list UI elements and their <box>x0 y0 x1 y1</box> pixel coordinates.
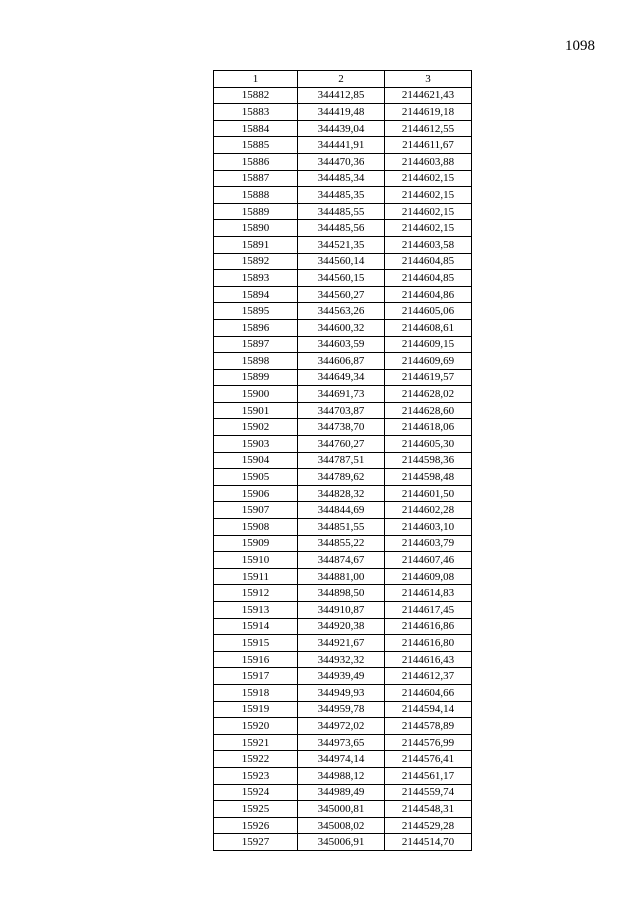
column-header-2: 2 <box>298 71 385 88</box>
point-number-cell: 15890 <box>214 220 298 237</box>
x-coordinate-cell: 344851,55 <box>298 519 385 536</box>
y-coordinate-cell: 2144612,37 <box>385 668 472 685</box>
x-coordinate-cell: 344910,87 <box>298 602 385 619</box>
y-coordinate-cell: 2144578,89 <box>385 718 472 735</box>
y-coordinate-cell: 2144621,43 <box>385 87 472 104</box>
table-row <box>214 153 472 170</box>
x-coordinate-cell: 345008,02 <box>298 817 385 834</box>
y-coordinate-cell: 2144602,15 <box>385 187 472 204</box>
x-coordinate-cell: 344470,36 <box>298 153 385 170</box>
x-coordinate-cell: 344738,70 <box>298 419 385 436</box>
table-row <box>214 618 472 635</box>
table-row <box>214 751 472 768</box>
point-number-cell: 15926 <box>214 817 298 834</box>
x-coordinate-cell: 345000,81 <box>298 801 385 818</box>
y-coordinate-cell: 2144611,67 <box>385 137 472 154</box>
point-number-cell: 15882 <box>214 87 298 104</box>
point-number-cell: 15919 <box>214 701 298 718</box>
point-number-cell: 15914 <box>214 618 298 635</box>
table-row <box>214 701 472 718</box>
coordinates-table <box>213 70 472 851</box>
table-row <box>214 469 472 486</box>
point-number-cell: 15927 <box>214 834 298 851</box>
point-number-cell: 15891 <box>214 236 298 253</box>
x-coordinate-cell: 344703,87 <box>298 402 385 419</box>
y-coordinate-cell: 2144614,83 <box>385 585 472 602</box>
table-row <box>214 286 472 303</box>
table-row <box>214 635 472 652</box>
x-coordinate-cell: 344881,00 <box>298 568 385 585</box>
y-coordinate-cell: 2144612,55 <box>385 120 472 137</box>
y-coordinate-cell: 2144561,17 <box>385 767 472 784</box>
point-number-cell: 15910 <box>214 552 298 569</box>
point-number-cell: 15887 <box>214 170 298 187</box>
x-coordinate-cell: 344603,59 <box>298 336 385 353</box>
table-row <box>214 535 472 552</box>
point-number-cell: 15885 <box>214 137 298 154</box>
point-number-cell: 15884 <box>214 120 298 137</box>
y-coordinate-cell: 2144605,06 <box>385 303 472 320</box>
table-row <box>214 651 472 668</box>
x-coordinate-cell: 344932,32 <box>298 651 385 668</box>
table-row <box>214 170 472 187</box>
y-coordinate-cell: 2144604,85 <box>385 253 472 270</box>
y-coordinate-cell: 2144609,15 <box>385 336 472 353</box>
x-coordinate-cell: 344441,91 <box>298 137 385 154</box>
x-coordinate-cell: 344921,67 <box>298 635 385 652</box>
point-number-cell: 15883 <box>214 104 298 121</box>
point-number-cell: 15894 <box>214 286 298 303</box>
table-row <box>214 270 472 287</box>
table-row <box>214 303 472 320</box>
point-number-cell: 15908 <box>214 519 298 536</box>
x-coordinate-cell: 344419,48 <box>298 104 385 121</box>
table-row <box>214 552 472 569</box>
table-row <box>214 767 472 784</box>
x-coordinate-cell: 344949,93 <box>298 684 385 701</box>
point-number-cell: 15901 <box>214 402 298 419</box>
y-coordinate-cell: 2144602,15 <box>385 220 472 237</box>
x-coordinate-cell: 344787,51 <box>298 452 385 469</box>
table-row <box>214 319 472 336</box>
y-coordinate-cell: 2144619,18 <box>385 104 472 121</box>
table-row <box>214 452 472 469</box>
x-coordinate-cell: 344606,87 <box>298 353 385 370</box>
table-row <box>214 137 472 154</box>
y-coordinate-cell: 2144602,28 <box>385 502 472 519</box>
table-row <box>214 187 472 204</box>
x-coordinate-cell: 344439,04 <box>298 120 385 137</box>
point-number-cell: 15900 <box>214 386 298 403</box>
point-number-cell: 15925 <box>214 801 298 818</box>
table-row <box>214 436 472 453</box>
x-coordinate-cell: 344560,15 <box>298 270 385 287</box>
table-row <box>214 585 472 602</box>
x-coordinate-cell: 344649,34 <box>298 369 385 386</box>
x-coordinate-cell: 344844,69 <box>298 502 385 519</box>
table-row <box>214 353 472 370</box>
y-coordinate-cell: 2144616,86 <box>385 618 472 635</box>
x-coordinate-cell: 344988,12 <box>298 767 385 784</box>
y-coordinate-cell: 2144576,41 <box>385 751 472 768</box>
x-coordinate-cell: 344855,22 <box>298 535 385 552</box>
table-row <box>214 104 472 121</box>
x-coordinate-cell: 344898,50 <box>298 585 385 602</box>
point-number-cell: 15916 <box>214 651 298 668</box>
y-coordinate-cell: 2144609,69 <box>385 353 472 370</box>
table-row <box>214 568 472 585</box>
x-coordinate-cell: 344920,38 <box>298 618 385 635</box>
y-coordinate-cell: 2144603,58 <box>385 236 472 253</box>
table-row <box>214 220 472 237</box>
x-coordinate-cell: 344760,27 <box>298 436 385 453</box>
point-number-cell: 15913 <box>214 602 298 619</box>
y-coordinate-cell: 2144594,14 <box>385 701 472 718</box>
table-row <box>214 502 472 519</box>
x-coordinate-cell: 344959,78 <box>298 701 385 718</box>
point-number-cell: 15886 <box>214 153 298 170</box>
point-number-cell: 15920 <box>214 718 298 735</box>
y-coordinate-cell: 2144616,80 <box>385 635 472 652</box>
point-number-cell: 15905 <box>214 469 298 486</box>
point-number-cell: 15923 <box>214 767 298 784</box>
point-number-cell: 15924 <box>214 784 298 801</box>
point-number-cell: 15902 <box>214 419 298 436</box>
table-row <box>214 253 472 270</box>
y-coordinate-cell: 2144628,02 <box>385 386 472 403</box>
point-number-cell: 15895 <box>214 303 298 320</box>
point-number-cell: 15909 <box>214 535 298 552</box>
y-coordinate-cell: 2144618,06 <box>385 419 472 436</box>
point-number-cell: 15904 <box>214 452 298 469</box>
table-body <box>214 87 472 850</box>
x-coordinate-cell: 344874,67 <box>298 552 385 569</box>
table-row <box>214 419 472 436</box>
point-number-cell: 15906 <box>214 485 298 502</box>
y-coordinate-cell: 2144604,86 <box>385 286 472 303</box>
column-header-3: 3 <box>385 71 472 88</box>
point-number-cell: 15888 <box>214 187 298 204</box>
table-row <box>214 386 472 403</box>
table-row <box>214 87 472 104</box>
y-coordinate-cell: 2144601,50 <box>385 485 472 502</box>
y-coordinate-cell: 2144529,28 <box>385 817 472 834</box>
y-coordinate-cell: 2144607,46 <box>385 552 472 569</box>
table-row <box>214 734 472 751</box>
y-coordinate-cell: 2144576,99 <box>385 734 472 751</box>
y-coordinate-cell: 2144598,48 <box>385 469 472 486</box>
y-coordinate-cell: 2144609,08 <box>385 568 472 585</box>
table-row <box>214 718 472 735</box>
table-row <box>214 668 472 685</box>
x-coordinate-cell: 344828,32 <box>298 485 385 502</box>
table-row <box>214 402 472 419</box>
x-coordinate-cell: 344973,65 <box>298 734 385 751</box>
point-number-cell: 15903 <box>214 436 298 453</box>
point-number-cell: 15893 <box>214 270 298 287</box>
point-number-cell: 15911 <box>214 568 298 585</box>
x-coordinate-cell: 344521,35 <box>298 236 385 253</box>
table-row <box>214 801 472 818</box>
table-row <box>214 203 472 220</box>
point-number-cell: 15915 <box>214 635 298 652</box>
y-coordinate-cell: 2144602,15 <box>385 203 472 220</box>
y-coordinate-cell: 2144604,85 <box>385 270 472 287</box>
point-number-cell: 15897 <box>214 336 298 353</box>
x-coordinate-cell: 344939,49 <box>298 668 385 685</box>
table-row <box>214 120 472 137</box>
y-coordinate-cell: 2144603,79 <box>385 535 472 552</box>
point-number-cell: 15917 <box>214 668 298 685</box>
page-number: 1098 <box>565 38 595 54</box>
point-number-cell: 15899 <box>214 369 298 386</box>
y-coordinate-cell: 2144559,74 <box>385 784 472 801</box>
point-number-cell: 15896 <box>214 319 298 336</box>
x-coordinate-cell: 344974,14 <box>298 751 385 768</box>
x-coordinate-cell: 344485,34 <box>298 170 385 187</box>
x-coordinate-cell: 344560,14 <box>298 253 385 270</box>
point-number-cell: 15922 <box>214 751 298 768</box>
x-coordinate-cell: 344563,26 <box>298 303 385 320</box>
table-row <box>214 784 472 801</box>
point-number-cell: 15912 <box>214 585 298 602</box>
point-number-cell: 15918 <box>214 684 298 701</box>
y-coordinate-cell: 2144603,10 <box>385 519 472 536</box>
y-coordinate-cell: 2144608,61 <box>385 319 472 336</box>
table-header-row <box>214 71 472 88</box>
x-coordinate-cell: 344560,27 <box>298 286 385 303</box>
point-number-cell: 15898 <box>214 353 298 370</box>
y-coordinate-cell: 2144598,36 <box>385 452 472 469</box>
x-coordinate-cell: 344412,85 <box>298 87 385 104</box>
table-row <box>214 834 472 851</box>
table-row <box>214 684 472 701</box>
table-row <box>214 519 472 536</box>
x-coordinate-cell: 344989,49 <box>298 784 385 801</box>
point-number-cell: 15892 <box>214 253 298 270</box>
table-row <box>214 236 472 253</box>
x-coordinate-cell: 344485,55 <box>298 203 385 220</box>
y-coordinate-cell: 2144604,66 <box>385 684 472 701</box>
table-row <box>214 602 472 619</box>
y-coordinate-cell: 2144617,45 <box>385 602 472 619</box>
y-coordinate-cell: 2144628,60 <box>385 402 472 419</box>
table-row <box>214 485 472 502</box>
x-coordinate-cell: 344972,02 <box>298 718 385 735</box>
y-coordinate-cell: 2144616,43 <box>385 651 472 668</box>
x-coordinate-cell: 344485,35 <box>298 187 385 204</box>
y-coordinate-cell: 2144619,57 <box>385 369 472 386</box>
table-row <box>214 369 472 386</box>
y-coordinate-cell: 2144602,15 <box>385 170 472 187</box>
y-coordinate-cell: 2144548,31 <box>385 801 472 818</box>
point-number-cell: 15889 <box>214 203 298 220</box>
point-number-cell: 15907 <box>214 502 298 519</box>
y-coordinate-cell: 2144605,30 <box>385 436 472 453</box>
x-coordinate-cell: 344485,56 <box>298 220 385 237</box>
y-coordinate-cell: 2144514,70 <box>385 834 472 851</box>
column-header-1: 1 <box>214 71 298 88</box>
table-row <box>214 817 472 834</box>
x-coordinate-cell: 344600,32 <box>298 319 385 336</box>
x-coordinate-cell: 344691,73 <box>298 386 385 403</box>
y-coordinate-cell: 2144603,88 <box>385 153 472 170</box>
x-coordinate-cell: 345006,91 <box>298 834 385 851</box>
x-coordinate-cell: 344789,62 <box>298 469 385 486</box>
point-number-cell: 15921 <box>214 734 298 751</box>
table-row <box>214 336 472 353</box>
